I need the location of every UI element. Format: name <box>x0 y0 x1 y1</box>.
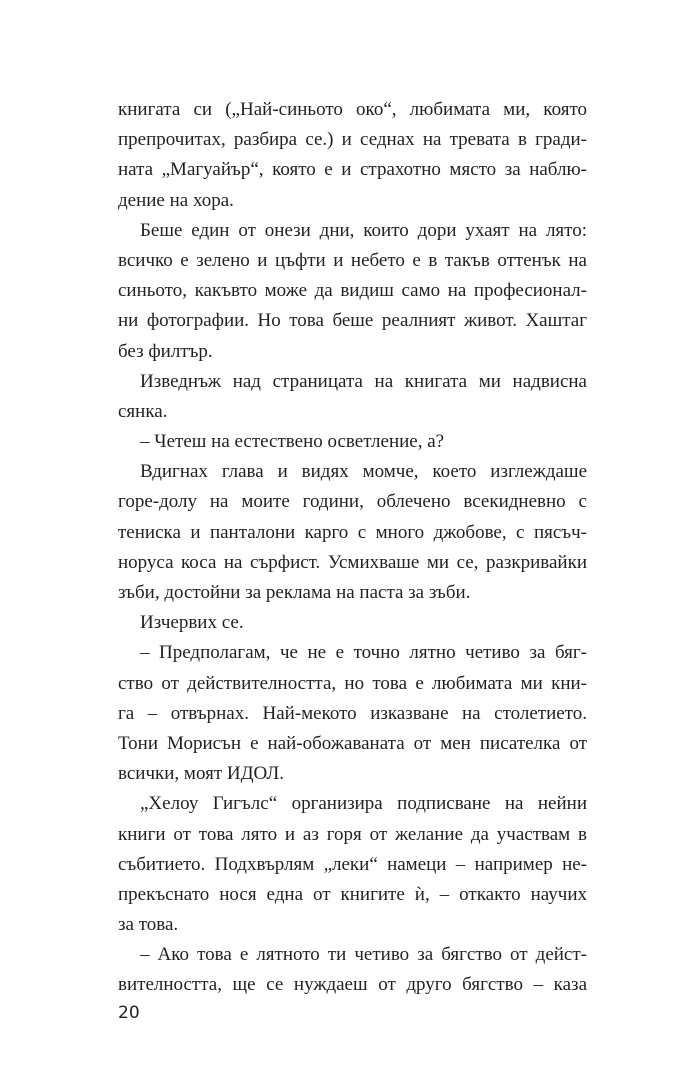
text-line: сянка. <box>118 400 168 422</box>
text-line: препрочитах, разбира се.) и седнах на тревата в гради- <box>118 129 587 151</box>
text-line: дение на хора. <box>118 189 234 211</box>
text-line: Беше един от онези дни, които дори ухаят на лято: <box>140 219 587 241</box>
text-line: събитието. Подхвърлям „леки“ намеци – например не- <box>118 853 587 875</box>
text-line: га – отвърнах. Най-мекото изказване на столетието. <box>118 702 587 724</box>
text-line: – Четеш на естествено осветление, а? <box>140 431 445 453</box>
text-line: прекъснато нося една от книгите ѝ, – откакто научих <box>118 883 587 905</box>
text-line: книгата си („Най-синьото око“, любимата ми, която <box>118 99 587 120</box>
page-text <box>118 95 587 1001</box>
text-line: ната „Магуайър“, която е и страхотно място за наблю- <box>118 159 587 181</box>
text-line: Вдигнах глава и видях момче, което изглеждаше <box>140 461 587 483</box>
text-line: книги от това лято и аз горя от желание да участвам в <box>118 823 587 845</box>
text-line: тениска и панталони карго с много джобове, с пясъч- <box>118 521 587 543</box>
text-line: всички, моят ИДОЛ. <box>118 763 284 785</box>
text-line: всичко е зелено и цъфти и небето е в такъв оттенък на <box>118 249 587 271</box>
text-line: зъби, достойни за реклама на паста за зъби. <box>118 582 471 603</box>
text-line: синьото, какъвто може да видиш само на професионал- <box>118 280 587 302</box>
page-number: 20 <box>118 1003 140 1023</box>
text-line: „Хелоу Гигълс“ организира подписване на нейни <box>140 793 587 815</box>
text-line: Тони Морисън е най-обожаваната от мен писателка от <box>118 732 587 754</box>
text-line: без филтър. <box>118 340 213 362</box>
text-line: ство от действителността, но това е любимата ми кни- <box>118 672 587 694</box>
text-line: за това. <box>118 914 179 936</box>
text-line: Изчервих се. <box>140 612 244 634</box>
text-line: горе-долу на моите години, облечено всекидневно с <box>118 491 587 513</box>
text-line: Изведнъж над страницата на книгата ми надвисна <box>140 370 587 392</box>
text-line: вителността, ще се нуждаеш от друго бягство – каза <box>118 974 587 996</box>
text-line: – Предполагам, че не е точно лятно четиво за бяг- <box>140 642 587 664</box>
text-line: ни фотографии. Но това беше реалният живот. Хаштаг <box>118 310 587 332</box>
text-line: норуса коса на сърфист. Усмихваше ми се, разкривайки <box>118 551 587 573</box>
text-line: – Ако това е лятното ти четиво за бягство от дейст- <box>140 944 587 966</box>
